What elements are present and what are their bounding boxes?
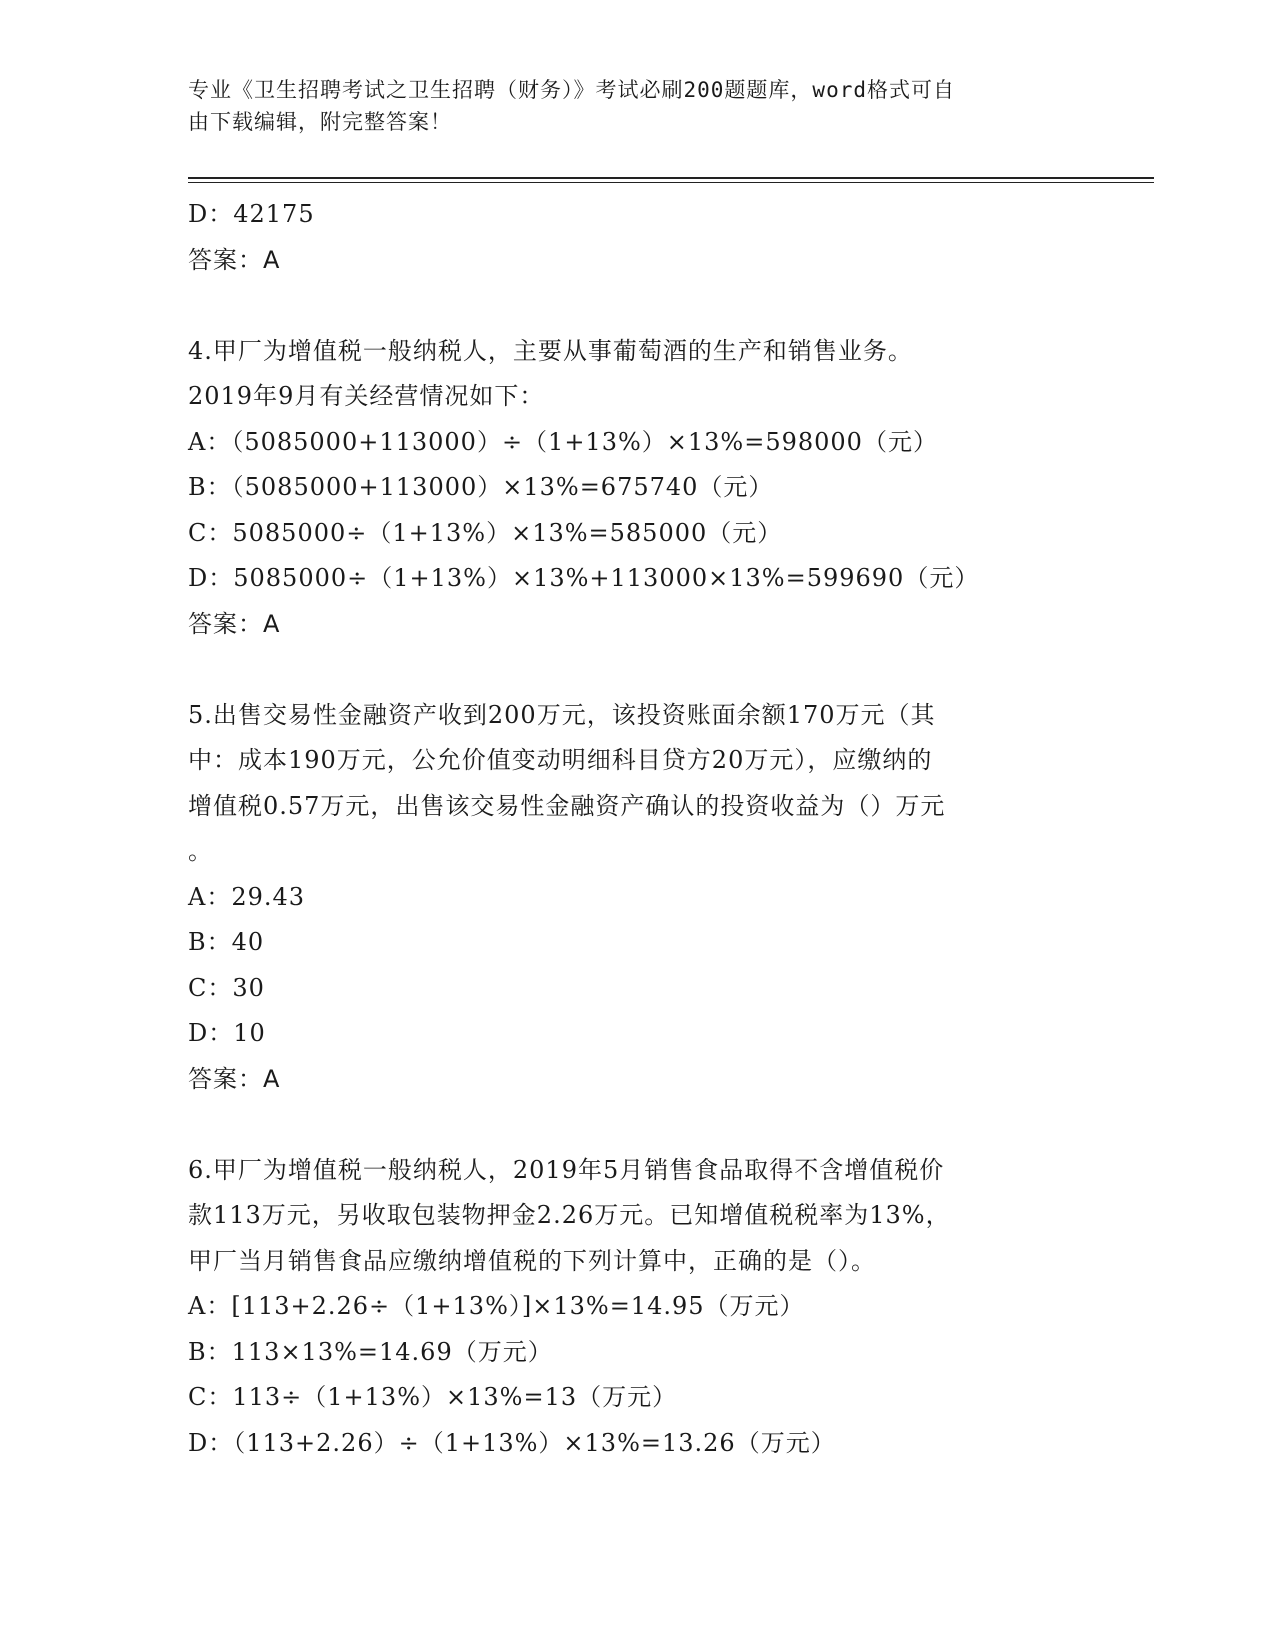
- q5-stem-line-4: 。: [188, 837, 213, 865]
- document-header: [188, 74, 1068, 138]
- header-line-1: 专业《卫生招聘考试之卫生招聘（财务）》考试必刷200题题库，word格式可自: [188, 78, 955, 102]
- q5-option-a: A：29.43: [188, 882, 306, 911]
- q3-answer: 答案：A: [188, 245, 281, 274]
- q6-stem-line-1: 6.甲厂为增值税一般纳税人，2019年5月销售食品取得不含增值税价: [188, 1155, 945, 1184]
- spacer: [188, 647, 1088, 693]
- q5-option-c: C：30: [188, 973, 265, 1002]
- q6-option-b: B：113×13%=14.69（万元）: [188, 1337, 553, 1366]
- q5-stem-line-2: 中：成本190万元，公允价值变动明细科目贷方20万元），应缴纳的: [188, 746, 933, 774]
- q5-option-d: D：10: [188, 1019, 266, 1047]
- q4-option-a: A：（5085000+113000）÷（1+13%）×13%=598000（元）: [188, 427, 938, 456]
- q5-option-b: B：40: [188, 928, 265, 956]
- q5-stem-line-1: 5.出售交易性金融资产收到200万元，该投资账面余额170万元（其: [188, 700, 936, 729]
- q6-stem-line-2: 款113万元，另收取包装物押金2.26万元。已知增值税税率为13%，: [188, 1201, 951, 1229]
- q3-option-d: D：42175: [188, 200, 315, 228]
- q6-option-a: A：[113+2.26÷（1+13%）]×13%=14.95（万元）: [188, 1292, 805, 1320]
- q4-stem-line-1: 4.甲厂为增值税一般纳税人，主要从事葡萄酒的生产和销售业务。: [188, 336, 913, 365]
- q6-option-c: C：113÷（1+13%）×13%=13（万元）: [188, 1383, 678, 1411]
- q6-stem-line-3: 甲厂当月销售食品应缴纳增值税的下列计算中，正确的是（）。: [188, 1246, 876, 1275]
- q5-answer: 答案：A: [188, 1064, 281, 1093]
- q4-option-c: C：5085000÷（1+13%）×13%=585000（元）: [188, 518, 783, 547]
- q6-option-d: D：（113+2.26）÷（1+13%）×13%=13.26（万元）: [188, 1428, 836, 1457]
- spacer: [188, 283, 1088, 329]
- spacer: [188, 1102, 1088, 1148]
- header-line-2: 由下载编辑，附完整答案！: [188, 110, 452, 134]
- header-divider-thin: [188, 182, 1154, 183]
- q5-stem-line-3: 增值税0.57万元，出售该交易性金融资产确认的投资收益为（）万元: [188, 791, 946, 820]
- header-divider-thick: [188, 177, 1154, 179]
- document-body: [188, 192, 1088, 1466]
- q4-answer: 答案：A: [188, 609, 281, 638]
- q4-option-b: B：（5085000+113000）×13%=675740（元）: [188, 473, 774, 501]
- q4-stem-line-2: 2019年9月有关经营情况如下：: [188, 382, 545, 410]
- q4-option-d: D：5085000÷（1+13%）×13%+113000×13%=599690（元）: [188, 564, 980, 592]
